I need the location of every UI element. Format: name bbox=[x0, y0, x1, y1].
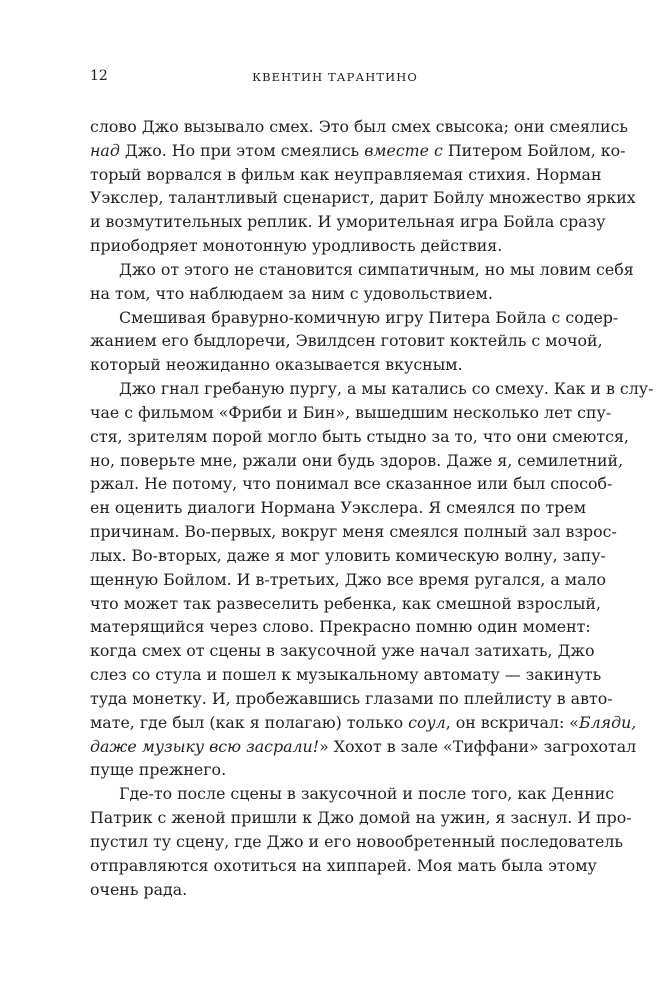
text-run: отправляются охотиться на хиппарей. Моя мать была этому bbox=[90, 855, 597, 875]
text-run: приободряет монотонную уродливость действия. bbox=[90, 236, 503, 256]
page-number: 12 bbox=[90, 68, 108, 84]
text-run: мате, где был (как я полагаю) только bbox=[90, 712, 409, 732]
italic-text: над bbox=[90, 140, 120, 160]
text-run: , он вскричал: « bbox=[445, 712, 579, 732]
text-run: но, поверьте мне, ржали они будь здоров. Даже я, семилетний, bbox=[90, 450, 624, 470]
text-run: ржал. Не потому, что понимал все сказанное или был способ- bbox=[90, 474, 613, 494]
paragraph bbox=[90, 258, 634, 306]
text-run: ен оценить диалоги Нормана Уэкслера. Я смеялся по трем bbox=[90, 498, 587, 518]
text-line bbox=[90, 234, 578, 258]
italic-text: Бляди, bbox=[578, 712, 637, 732]
text-line bbox=[90, 782, 615, 806]
text-run: что может так развеселить ребенка, как смешной взрослый, bbox=[90, 593, 601, 613]
text-run: Где-то после сцены в закусочной и после того, как Деннис bbox=[119, 784, 615, 804]
text-line bbox=[90, 496, 587, 520]
text-line bbox=[90, 210, 606, 234]
text-run: Смешивая бравурно-комичную игру Питера Бойла с содер- bbox=[119, 307, 619, 327]
text-run: причинам. Во-первых, вокруг меня смеялся полный зал взрос- bbox=[90, 522, 617, 542]
text-line bbox=[90, 258, 634, 282]
text-line bbox=[90, 830, 623, 854]
text-line bbox=[90, 329, 603, 353]
text-line bbox=[90, 592, 601, 616]
text-run: когда смех от сцены в закусочной уже начал затихать, Джо bbox=[90, 641, 595, 661]
text-run: лых. Во-вторых, даже я мог уловить комическую волну, запу- bbox=[90, 545, 606, 565]
text-line bbox=[90, 568, 607, 592]
body-text bbox=[90, 115, 654, 901]
running-title: КВЕНТИН ТАРАНТИНО bbox=[252, 70, 418, 84]
text-line bbox=[90, 115, 628, 139]
text-line bbox=[90, 282, 578, 306]
text-run: Джо гнал гребаную пургу, а мы катались со смеху. Как и в слу- bbox=[119, 379, 654, 399]
text-run: который неожиданно оказывается вкусным. bbox=[90, 355, 463, 375]
text-run: Патрик с женой пришли к Джо домой на ужин, я заснул. И про- bbox=[90, 808, 632, 828]
text-run: чае с фильмом «Фриби и Бин», вышедшим несколько лет спу- bbox=[90, 402, 612, 422]
paragraph bbox=[90, 306, 619, 377]
text-run: жанием его быдлоречи, Эвилдсен готовит коктейль с мочой, bbox=[90, 331, 603, 351]
text-line bbox=[90, 878, 578, 902]
text-line bbox=[90, 401, 612, 425]
text-line bbox=[90, 735, 637, 759]
text-run: слез со стула и пошел к музыкальному автомату — закинуть bbox=[90, 665, 602, 685]
text-run: » Хохот в зале «Тиффани» загрохотал bbox=[319, 736, 637, 756]
text-run: на том, что наблюдаем за ним с удовольствием. bbox=[90, 283, 493, 303]
text-line bbox=[90, 544, 606, 568]
paragraph bbox=[90, 377, 654, 782]
text-line bbox=[90, 663, 602, 687]
text-line bbox=[90, 615, 591, 639]
text-line bbox=[90, 139, 626, 163]
italic-text: даже музыку всю засрали! bbox=[90, 736, 320, 756]
text-run: Питером Бойлом, ко- bbox=[442, 140, 626, 160]
text-run: пустил ту сцену, где Джо и его новообретенный последователь bbox=[90, 831, 623, 851]
text-run: щенную Бойлом. И в-третьих, Джо все время ругался, а мало bbox=[90, 569, 607, 589]
text-line bbox=[90, 306, 619, 330]
text-line bbox=[90, 472, 613, 496]
text-line bbox=[90, 639, 595, 663]
text-run: Джо. Но при этом смеялись bbox=[119, 140, 365, 160]
text-line bbox=[90, 520, 617, 544]
text-line bbox=[90, 163, 602, 187]
text-run: торый ворвался в фильм как неуправляемая стихия. Норман bbox=[90, 164, 602, 184]
text-line bbox=[90, 711, 637, 735]
text-run: и возмутительных реплик. И уморительная игра Бойла сразу bbox=[90, 212, 606, 232]
text-line bbox=[90, 806, 632, 830]
text-run: стя, зрителям порой могло быть стыдно за то, что они смеются, bbox=[90, 426, 629, 446]
page-header bbox=[90, 68, 580, 84]
text-line bbox=[90, 758, 578, 782]
text-line bbox=[90, 186, 636, 210]
text-line bbox=[90, 449, 624, 473]
text-run: матерящийся через слово. Прекрасно помню один момент: bbox=[90, 617, 591, 637]
text-run: очень рада. bbox=[90, 879, 188, 899]
text-line bbox=[90, 377, 654, 401]
text-line bbox=[90, 687, 613, 711]
text-line bbox=[90, 425, 629, 449]
text-run: пуще прежнего. bbox=[90, 760, 227, 780]
text-line bbox=[90, 353, 578, 377]
text-run: туда монетку. И, пробежавшись глазами по плейлисту в авто- bbox=[90, 688, 613, 708]
paragraph bbox=[90, 782, 632, 901]
text-run: слово Джо вызывало смех. Это был смех свысока; они смеялись bbox=[90, 117, 628, 136]
text-line bbox=[90, 854, 597, 878]
text-run: Джо от этого не становится симпатичным, но мы ловим себя bbox=[119, 259, 634, 279]
text-run: Уэкслер, талантливый сценарист, дарит Бойлу множество ярких bbox=[90, 188, 636, 208]
italic-text: вместе с bbox=[364, 140, 443, 160]
paragraph bbox=[90, 115, 636, 258]
italic-text: соул bbox=[408, 712, 446, 732]
